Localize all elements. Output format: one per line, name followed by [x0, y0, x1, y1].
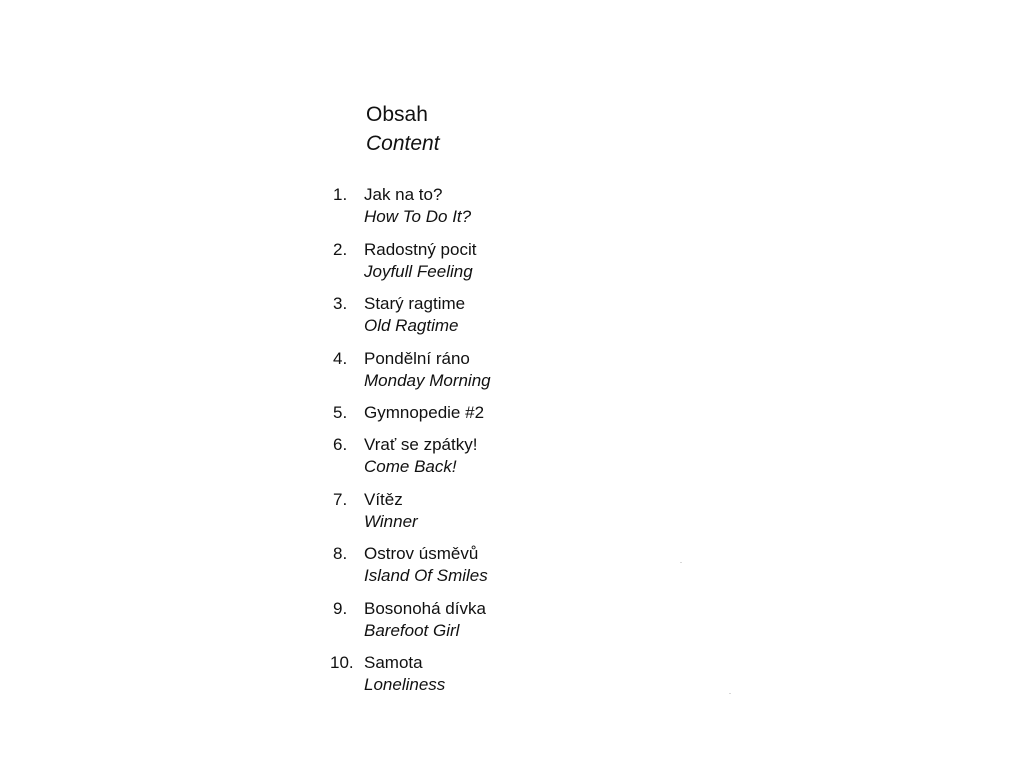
toc-item-title-czech: Vrať se zpátky!: [364, 435, 478, 454]
toc-item-title-english: Winner: [364, 511, 418, 531]
toc-item-title-english: Loneliness: [364, 675, 446, 694]
toc-item-title-czech: Vítěz: [364, 489, 403, 509]
toc-item-title-english: Island Of Smiles: [364, 566, 488, 585]
scan-speck: [729, 693, 731, 694]
toc-item-number: 8.: [333, 544, 348, 563]
table-of-contents: [330, 184, 491, 707]
toc-item-number: 4.: [333, 348, 348, 368]
toc-item-number: 1.: [333, 185, 348, 204]
contents-heading: [366, 100, 440, 158]
toc-item: [330, 348, 491, 403]
toc-item-title-english: Come Back!: [364, 457, 457, 476]
toc-item: [330, 293, 491, 348]
contents-title-czech: Obsah: [366, 103, 428, 126]
toc-item-title-czech: Starý ragtime: [364, 294, 466, 313]
toc-item-title-english: Barefoot Girl: [364, 620, 460, 640]
toc-item-title-english: Joyfull Feeling: [364, 261, 473, 281]
toc-item-title-czech: Jak na to?: [364, 185, 443, 204]
toc-item-number: 2.: [333, 239, 348, 259]
toc-item: [330, 598, 491, 653]
toc-item-title-czech: Ostrov úsměvů: [364, 544, 479, 563]
toc-item: [330, 402, 491, 434]
toc-item-title-english: How To Do It?: [364, 207, 472, 226]
toc-item-title-english: Monday Morning: [364, 370, 491, 390]
toc-item: [330, 652, 491, 707]
toc-item-number: 10.: [330, 653, 354, 672]
toc-item-title-czech: Gymnopedie #2: [364, 403, 485, 422]
toc-item: [330, 184, 491, 239]
toc-item-number: 6.: [333, 435, 348, 454]
toc-item-title-czech: Radostný pocit: [364, 239, 477, 259]
toc-item: [330, 239, 491, 294]
toc-item-number: 9.: [333, 598, 348, 618]
toc-item-number: 5.: [333, 403, 348, 422]
toc-item: [330, 489, 491, 544]
contents-title-english: Content: [366, 132, 440, 155]
toc-item-title-czech: Samota: [364, 653, 423, 672]
scan-speck: [680, 562, 682, 563]
toc-item-number: 3.: [333, 294, 348, 313]
toc-item: [330, 434, 491, 489]
toc-item-title-czech: Bosonohá dívka: [364, 598, 486, 618]
toc-item-title-english: Old Ragtime: [364, 316, 459, 335]
toc-item: [330, 543, 491, 598]
toc-item-title-czech: Pondělní ráno: [364, 348, 470, 368]
toc-item-number: 7.: [333, 489, 348, 509]
